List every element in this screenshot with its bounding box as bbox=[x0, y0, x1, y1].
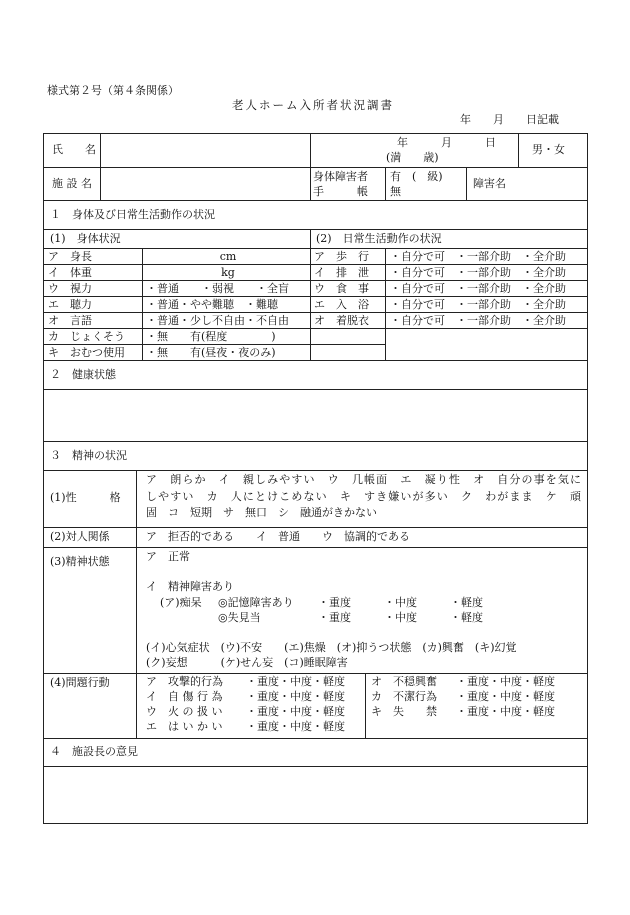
mental-normal: ア 正常 bbox=[146, 550, 190, 563]
section-4-heading: ４ 施設長の意見 bbox=[50, 745, 138, 758]
disability-no: 無 bbox=[390, 185, 401, 198]
adl-row-label: オ 着脱衣 bbox=[314, 314, 369, 327]
behavior-right-label: カ 不潔行為 bbox=[371, 690, 437, 703]
behavior-right-label: オ 不穏興奮 bbox=[371, 675, 437, 688]
behavior-left-label: ア 攻撃的行為 bbox=[146, 675, 223, 688]
facility-label: 施 設 名 bbox=[52, 177, 92, 190]
dementia-disorientation: ◎失見当 bbox=[218, 611, 261, 624]
behavior-label: (4)問題行動 bbox=[50, 676, 110, 689]
sex-field: 男・女 bbox=[532, 143, 565, 156]
behavior-left-label: ウ 火 の 扱 い bbox=[146, 705, 223, 718]
behavior-left-label: イ 自 傷 行 為 bbox=[146, 690, 223, 703]
body-status-heading: (1) 身体状況 bbox=[50, 232, 121, 245]
behavior-right-value: ・重度・中度・軽度 bbox=[456, 705, 555, 718]
symptoms-line-1: (イ)心気症状 (ウ)不安 (エ)焦燥 (オ)抑うつ状態 (カ)興奮 (キ)幻覚 bbox=[146, 641, 517, 654]
dementia-severity-1: ・重度 ・中度 ・軽度 bbox=[318, 596, 483, 609]
behavior-right-value: ・重度・中度・軽度 bbox=[456, 690, 555, 703]
dementia-label: (ア)痴呆 bbox=[160, 596, 202, 609]
adl-row-label: ウ 食 事 bbox=[314, 282, 369, 295]
symptoms-line-2: (ク)妄想 (ケ)せん妄 (コ)睡眠障害 bbox=[146, 656, 348, 669]
adl-row-value: ・自分で可 ・一部介助 ・全介助 bbox=[390, 250, 566, 263]
body-row-value: ・普通・少し不自由・不自由 bbox=[146, 314, 289, 327]
age: (満 歳) bbox=[386, 151, 439, 164]
behavior-right-label: キ 失 禁 bbox=[371, 705, 437, 718]
behavior-right-value: ・重度・中度・軽度 bbox=[456, 675, 555, 688]
adl-row-value: ・自分で可 ・一部介助 ・全介助 bbox=[390, 298, 566, 311]
name-label: 氏 名 bbox=[52, 143, 96, 156]
document-title: 老人ホーム入所者状況調書 bbox=[232, 98, 394, 112]
adl-row-value: ・自分で可 ・一部介助 ・全介助 bbox=[390, 266, 566, 279]
adl-row-label: ア 歩 行 bbox=[314, 250, 369, 263]
section-2-heading: ２ 健康状態 bbox=[50, 368, 116, 381]
adl-heading: (2) 日常生活動作の状況 bbox=[316, 232, 442, 245]
behavior-left-value: ・重度・中度・軽度 bbox=[246, 690, 345, 703]
form-number: 様式第２号（第４条関係） bbox=[47, 84, 179, 97]
mental-label: (3)精神状態 bbox=[50, 555, 110, 568]
disability-label-1: 身体障害者 bbox=[313, 170, 368, 183]
body-row-label: ア 身長 bbox=[48, 250, 92, 263]
body-row-value: kg bbox=[221, 266, 235, 279]
body-row-value: ・普通 ・弱視 ・全盲 bbox=[146, 282, 289, 295]
birth-date: 年 月 日 bbox=[397, 136, 496, 149]
body-row-value: ・無 有(昼夜・夜のみ) bbox=[146, 346, 276, 359]
adl-row-label: イ 排 泄 bbox=[314, 266, 369, 279]
behavior-left-value: ・重度・中度・軽度 bbox=[246, 705, 345, 718]
section-1-heading: １ 身体及び日常生活動作の状況 bbox=[50, 208, 215, 221]
body-row-value: ・無 有(程度 ) bbox=[146, 330, 276, 343]
disability-yes: 有 ( 級) bbox=[390, 170, 443, 183]
body-row-value: ・普通・やや難聴 ・難聴 bbox=[146, 298, 278, 311]
disability-name-label: 障害名 bbox=[473, 177, 506, 190]
personality-line-3: 固 コ 短期 サ 無口 シ 融通がきかない bbox=[146, 506, 377, 519]
body-row-label: エ 聴力 bbox=[48, 298, 92, 311]
body-row-label: オ 言語 bbox=[48, 314, 92, 327]
body-row-value: cm bbox=[219, 250, 237, 263]
adl-row-label: エ 入 浴 bbox=[314, 298, 369, 311]
dementia-severity-2: ・重度 ・中度 ・軽度 bbox=[318, 611, 483, 624]
record-date: 年 月 日記載 bbox=[460, 113, 559, 126]
personality-line-2: しやすい カ 人にとけこめない キ すき嫌いが多い ク わがまま ケ 頑 bbox=[146, 490, 581, 503]
body-row-label: キ おむつ使用 bbox=[48, 346, 125, 359]
behavior-left-value: ・重度・中度・軽度 bbox=[246, 675, 345, 688]
adl-row-value: ・自分で可 ・一部介助 ・全介助 bbox=[390, 282, 566, 295]
relation-label: (2)対人関係 bbox=[50, 530, 110, 543]
behavior-left-label: エ は い か い bbox=[146, 720, 223, 733]
body-row-label: ウ 視力 bbox=[48, 282, 92, 295]
disability-label-2: 手 帳 bbox=[313, 185, 368, 198]
personality-line-1: ア 朗らか イ 親しみやすい ウ 几帳面 エ 凝り性 オ 自分の事を気に bbox=[146, 473, 581, 486]
personality-label: (1)性 格 bbox=[50, 491, 121, 504]
behavior-left-value: ・重度・中度・軽度 bbox=[246, 720, 345, 733]
body-row-label: イ 体重 bbox=[48, 266, 92, 279]
dementia-memory: ◎記憶障害あり bbox=[218, 596, 294, 609]
mental-disorder: イ 精神障害あり bbox=[146, 580, 234, 593]
body-row-label: カ じょくそう bbox=[48, 330, 125, 343]
relation-value: ア 拒否的である イ 普通 ウ 協調的である bbox=[146, 530, 410, 543]
section-3-heading: ３ 精神の状況 bbox=[50, 449, 127, 462]
adl-row-value: ・自分で可 ・一部介助 ・全介助 bbox=[390, 314, 566, 327]
